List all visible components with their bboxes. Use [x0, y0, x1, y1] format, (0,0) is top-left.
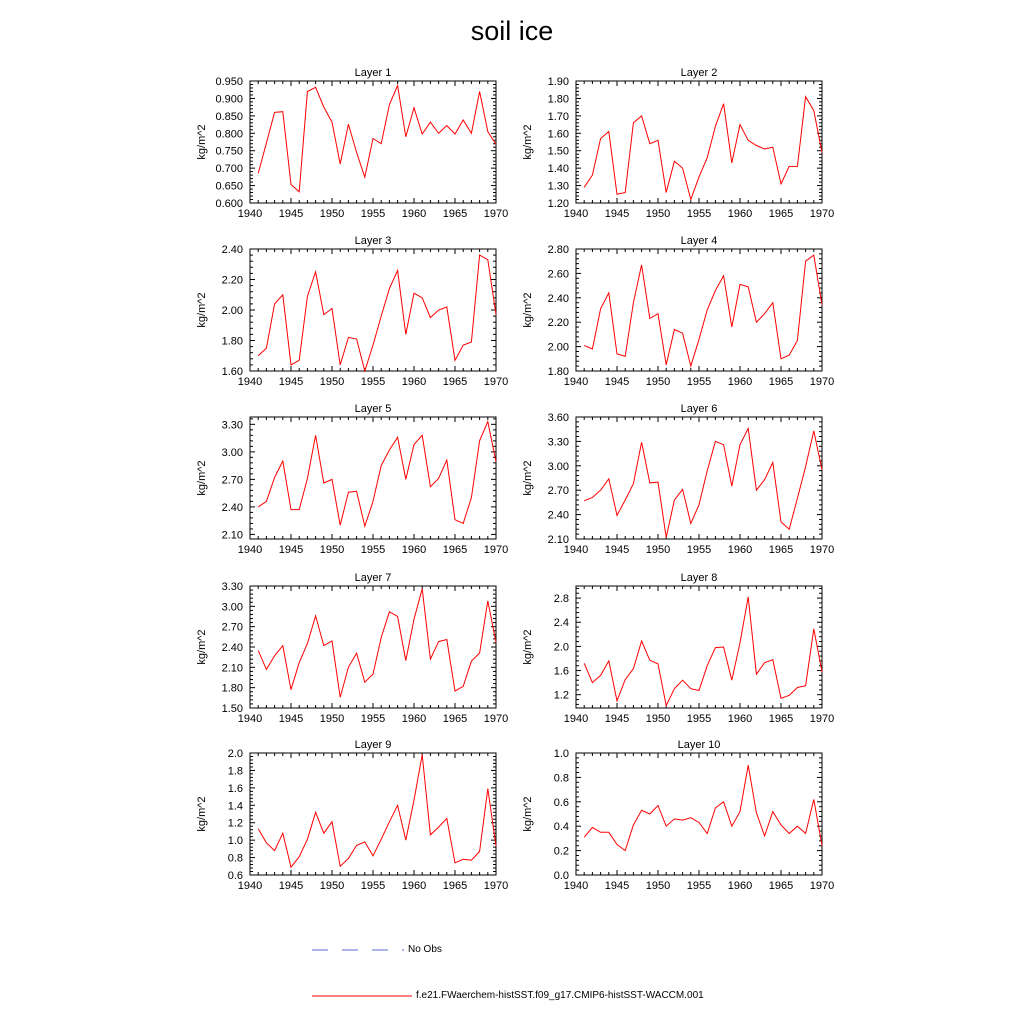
panel-title: Layer 9 — [354, 739, 392, 751]
panel-title: Layer 1 — [354, 67, 392, 79]
legend-model-label: f.e21.FWaerchem-histSST.f09_g17.CMIP6-histSST-WACCM.001 — [416, 990, 704, 1001]
x-tick-label: 1970 — [483, 713, 509, 725]
legend-obs-label: No Obs — [408, 944, 442, 955]
y-tick-label: 1.2 — [227, 817, 243, 830]
x-tick-label: 1950 — [645, 544, 671, 556]
y-tick-label: 1.6 — [553, 665, 569, 678]
y-tick-label: 2.40 — [221, 244, 243, 256]
panel-title: Layer 3 — [354, 235, 392, 247]
x-tick-label: 1940 — [237, 208, 263, 220]
y-tick-label: 1.50 — [221, 703, 243, 715]
x-tick-label: 1940 — [237, 713, 263, 725]
y-tick-label: 1.80 — [221, 335, 243, 348]
y-tick-label: 0.6 — [553, 796, 569, 809]
x-tick-label: 1940 — [563, 713, 589, 725]
x-tick-label: 1950 — [645, 713, 671, 725]
x-tick-label: 1965 — [442, 713, 468, 725]
x-tick-label: 1955 — [686, 208, 712, 220]
x-tick-label: 1945 — [604, 376, 630, 388]
y-axis-label: kg/m^2 — [196, 796, 208, 832]
y-tick-label: 3.30 — [547, 436, 569, 449]
x-tick-label: 1970 — [809, 880, 835, 892]
y-tick-label: 1.30 — [547, 180, 569, 193]
y-tick-label: 2.70 — [547, 485, 569, 498]
x-tick-label: 1965 — [768, 208, 794, 220]
x-tick-label: 1960 — [401, 713, 427, 725]
x-tick-label: 1960 — [401, 208, 427, 220]
x-tick-label: 1965 — [442, 880, 468, 892]
x-tick-label: 1965 — [442, 544, 468, 556]
y-tick-label: 0.8 — [227, 852, 243, 865]
x-tick-label: 1965 — [768, 713, 794, 725]
y-tick-label: 1.80 — [547, 366, 569, 378]
x-tick-label: 1945 — [278, 713, 304, 725]
x-tick-label: 1940 — [563, 376, 589, 388]
panel-title: Layer 8 — [680, 572, 718, 584]
y-tick-label: 1.20 — [547, 198, 569, 210]
y-tick-label: 3.00 — [221, 601, 243, 614]
x-tick-label: 1955 — [360, 208, 386, 220]
panel-title: Layer 4 — [680, 235, 718, 247]
x-tick-label: 1970 — [483, 208, 509, 220]
x-tick-label: 1960 — [401, 544, 427, 556]
panel-title: Layer 5 — [354, 403, 392, 415]
x-tick-label: 1940 — [563, 208, 589, 220]
y-tick-label: 0.0 — [553, 870, 569, 882]
x-tick-label: 1945 — [278, 376, 304, 388]
x-tick-label: 1965 — [442, 376, 468, 388]
x-tick-label: 1945 — [604, 713, 630, 725]
x-tick-label: 1960 — [727, 376, 753, 388]
x-tick-label: 1940 — [563, 544, 589, 556]
y-tick-label: 1.0 — [553, 748, 569, 760]
panel-title: Layer 2 — [680, 67, 718, 79]
y-tick-label: 3.00 — [221, 446, 243, 459]
y-tick-label: 1.50 — [547, 145, 569, 158]
y-tick-label: 1.6 — [227, 782, 243, 795]
y-tick-label: 2.0 — [227, 748, 243, 760]
x-tick-label: 1950 — [319, 376, 345, 388]
y-tick-label: 2.00 — [547, 341, 569, 354]
x-tick-label: 1955 — [686, 544, 712, 556]
y-tick-label: 0.4 — [553, 821, 569, 834]
y-tick-label: 2.20 — [547, 317, 569, 330]
x-tick-label: 1940 — [237, 376, 263, 388]
y-tick-label: 2.40 — [221, 642, 243, 654]
y-tick-label: 2.10 — [547, 534, 569, 546]
x-tick-label: 1970 — [483, 880, 509, 892]
y-tick-label: 2.40 — [221, 501, 243, 514]
x-tick-label: 1940 — [237, 544, 263, 556]
x-tick-label: 1945 — [604, 208, 630, 220]
y-axis-label: kg/m^2 — [522, 460, 534, 496]
y-tick-label: 2.00 — [221, 305, 243, 317]
x-tick-label: 1960 — [401, 376, 427, 388]
x-tick-label: 1960 — [401, 880, 427, 892]
x-tick-label: 1945 — [278, 208, 304, 220]
y-tick-label: 3.00 — [547, 460, 569, 473]
y-axis-label: kg/m^2 — [196, 629, 208, 665]
x-tick-label: 1955 — [360, 713, 386, 725]
y-tick-label: 2.70 — [221, 474, 243, 487]
x-tick-label: 1960 — [727, 713, 753, 725]
x-tick-label: 1965 — [768, 376, 794, 388]
y-axis-label: kg/m^2 — [196, 460, 208, 496]
x-tick-label: 1965 — [768, 880, 794, 892]
x-tick-label: 1965 — [442, 208, 468, 220]
x-tick-label: 1945 — [278, 880, 304, 892]
x-tick-label: 1970 — [809, 376, 835, 388]
y-tick-label: 2.40 — [547, 509, 569, 522]
y-tick-label: 0.650 — [215, 180, 243, 193]
x-tick-label: 1970 — [809, 544, 835, 556]
y-tick-label: 1.60 — [221, 366, 243, 378]
y-tick-label: 3.30 — [221, 581, 243, 593]
y-tick-label: 1.8 — [227, 765, 243, 778]
y-tick-label: 2.8 — [553, 593, 569, 606]
y-tick-label: 0.600 — [215, 198, 243, 210]
y-tick-label: 2.80 — [547, 244, 569, 256]
y-tick-label: 2.40 — [547, 292, 569, 305]
x-tick-label: 1950 — [319, 208, 345, 220]
x-tick-label: 1950 — [319, 880, 345, 892]
y-axis-label: kg/m^2 — [522, 292, 534, 328]
y-tick-label: 2.0 — [553, 641, 569, 654]
page-title: soil ice — [470, 16, 554, 46]
x-tick-label: 1950 — [319, 544, 345, 556]
x-tick-label: 1945 — [604, 544, 630, 556]
x-tick-label: 1950 — [645, 208, 671, 220]
panel-title: Layer 10 — [677, 739, 721, 751]
x-tick-label: 1940 — [563, 880, 589, 892]
y-tick-label: 0.850 — [215, 110, 243, 123]
x-tick-label: 1955 — [686, 880, 712, 892]
y-tick-label: 0.2 — [553, 845, 569, 858]
y-tick-label: 2.20 — [221, 274, 243, 287]
x-tick-label: 1950 — [645, 880, 671, 892]
y-tick-label: 1.90 — [547, 76, 569, 88]
y-tick-label: 2.60 — [547, 268, 569, 281]
x-tick-label: 1970 — [483, 376, 509, 388]
y-tick-label: 2.10 — [221, 662, 243, 675]
y-tick-label: 0.800 — [215, 128, 243, 141]
y-tick-label: 2.4 — [553, 617, 569, 630]
x-tick-label: 1940 — [237, 880, 263, 892]
panel-title: Layer 7 — [354, 572, 392, 584]
y-tick-label: 2.10 — [221, 529, 243, 542]
y-tick-label: 0.6 — [227, 870, 243, 882]
y-axis-label: kg/m^2 — [522, 629, 534, 665]
x-tick-label: 1960 — [727, 208, 753, 220]
y-tick-label: 0.950 — [215, 76, 243, 88]
y-tick-label: 3.30 — [221, 419, 243, 432]
y-tick-label: 0.750 — [215, 145, 243, 158]
x-tick-label: 1955 — [686, 376, 712, 388]
y-tick-label: 1.4 — [227, 800, 243, 813]
y-tick-label: 1.70 — [547, 110, 569, 123]
x-tick-label: 1965 — [768, 544, 794, 556]
x-tick-label: 1970 — [809, 208, 835, 220]
x-tick-label: 1960 — [727, 880, 753, 892]
x-tick-label: 1955 — [360, 880, 386, 892]
panel-title: Layer 6 — [680, 403, 718, 415]
x-tick-label: 1950 — [319, 713, 345, 725]
y-tick-label: 0.900 — [215, 93, 243, 106]
x-tick-label: 1950 — [645, 376, 671, 388]
y-tick-label: 1.60 — [547, 128, 569, 141]
y-tick-label: 1.80 — [221, 682, 243, 695]
y-tick-label: 1.80 — [547, 93, 569, 106]
x-tick-label: 1955 — [360, 376, 386, 388]
x-tick-label: 1960 — [727, 544, 753, 556]
y-axis-label: kg/m^2 — [196, 292, 208, 328]
x-tick-label: 1945 — [604, 880, 630, 892]
y-tick-label: 1.0 — [227, 835, 243, 848]
y-axis-label: kg/m^2 — [522, 124, 534, 160]
y-tick-label: 0.8 — [553, 772, 569, 785]
x-tick-label: 1955 — [686, 713, 712, 725]
x-tick-label: 1945 — [278, 544, 304, 556]
x-tick-label: 1970 — [809, 713, 835, 725]
x-tick-label: 1955 — [360, 544, 386, 556]
y-axis-label: kg/m^2 — [196, 124, 208, 160]
x-tick-label: 1970 — [483, 544, 509, 556]
y-tick-label: 1.2 — [553, 689, 569, 702]
y-tick-label: 0.700 — [215, 163, 243, 176]
y-tick-label: 3.60 — [547, 412, 569, 424]
y-tick-label: 1.40 — [547, 163, 569, 176]
y-axis-label: kg/m^2 — [522, 796, 534, 832]
y-tick-label: 2.70 — [221, 621, 243, 634]
